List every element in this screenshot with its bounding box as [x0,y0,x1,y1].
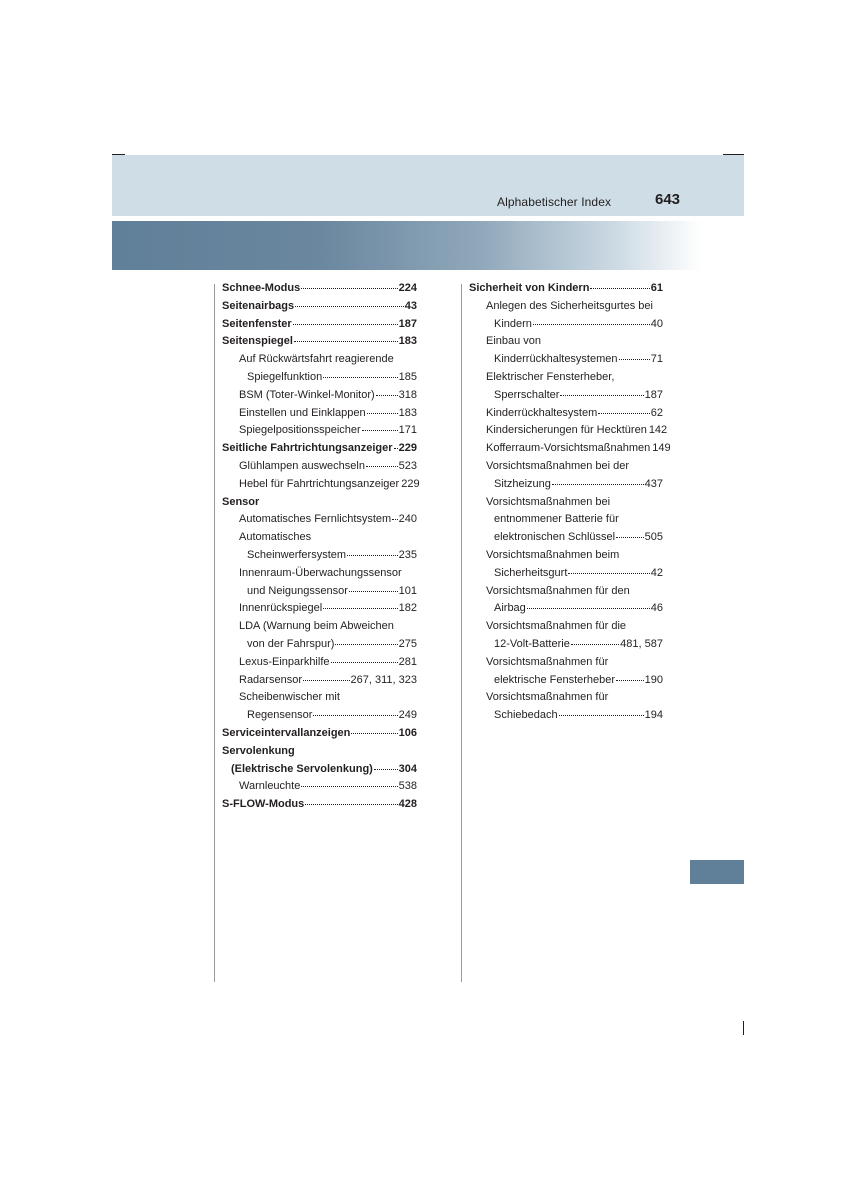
dot-leader [295,297,404,307]
index-entry-label: Kofferraum-Vorsichtsmaßnahmen [486,442,651,455]
index-entry-page[interactable]: 240 [398,513,417,526]
index-entry [469,600,663,618]
index-entry-page[interactable]: 42 [650,566,663,579]
index-entry-label: Innenrückspiegel [239,602,323,615]
index-entry [469,405,663,423]
dot-leader [303,671,350,681]
index-entry-label: Spiegelpositionsspeicher [239,424,361,437]
index-entry [222,405,417,423]
index-entry-page[interactable]: 267, 311, 323 [350,673,417,686]
index-entry-page[interactable]: 40 [650,317,663,330]
index-entry-page[interactable]: 318 [398,388,417,401]
index-entry-label: Seitenairbags [222,299,295,312]
index-entry-page[interactable]: 171 [398,424,417,437]
index-entry-page[interactable]: 71 [650,353,663,366]
index-entry-label: Glühlampen auswechseln [239,459,365,472]
index-entry-page[interactable]: 235 [398,548,417,561]
index-entry-label: Scheinwerfersystem [247,548,347,561]
index-entry-page[interactable]: 249 [398,709,417,722]
dot-leader [568,564,649,574]
index-entry-page[interactable]: 194 [644,709,663,722]
index-entry-page[interactable]: 538 [398,780,417,793]
dot-leader [619,350,650,360]
index-entry [469,351,663,369]
index-entry-label: Vorsichtsmaßnahmen beim [486,548,620,561]
index-entry [469,298,663,316]
index-entry [222,743,417,761]
index-entry-label: Lexus-Einparkhilfe [239,655,330,668]
index-entry-page[interactable]: 182 [398,602,417,615]
index-entry-page[interactable]: 185 [398,370,417,383]
index-entry [222,725,417,743]
index-entry [469,511,663,529]
index-entry [469,333,663,351]
index-entry-label: Sicherheitsgurt [494,566,568,579]
index-entry [222,761,417,779]
column-rule-right [461,284,462,982]
index-entry-label: Auf Rückwärtsfahrt reagierende [239,353,394,366]
dot-leader [362,421,398,431]
index-entry [469,529,663,547]
index-entry-label: Sensor [222,495,260,508]
index-entry-page[interactable]: 61 [650,282,663,294]
index-entry [222,351,417,369]
index-entry [469,583,663,601]
dot-leader [347,546,398,556]
dot-leader [560,386,643,396]
index-entry-label: elektronischen Schlüssel [494,531,616,544]
index-entry-label: Kinderrückhaltesystem [486,406,598,419]
index-entry-label: Vorsichtsmaßnahmen für die [486,620,627,633]
index-entry [222,636,417,654]
index-entry-label: (Elektrische Servolenkung) [231,762,373,775]
index-entry-page[interactable]: 428 [398,798,417,811]
index-entry-label: Sicherheit von Kindern [469,282,590,294]
index-entry-page[interactable]: 224 [398,282,417,294]
index-entry-label: Kindern [494,317,532,330]
index-entry [222,511,417,529]
index-entry-label: Sperrschalter [494,388,560,401]
index-entry-page[interactable]: 149 [652,442,671,455]
index-entry-label: Innenraum-Überwachungssensor [239,566,402,579]
dot-leader [366,457,398,467]
index-entry-label: von der Fahrspur) [247,637,335,650]
index-entry [222,672,417,690]
dot-leader [598,404,649,414]
dot-leader [376,386,398,396]
index-entry-label: Einbau von [486,335,542,348]
index-entry-page[interactable]: 229 [401,477,420,490]
index-entry [222,689,417,707]
dot-leader [392,510,397,520]
dot-leader [313,706,397,716]
dot-leader [571,635,619,645]
index-entry [222,458,417,476]
index-entry-label: Sitzheizung [494,477,551,490]
index-entry-page[interactable]: 229 [398,442,417,455]
index-column-left [222,280,420,814]
index-entry [222,565,417,583]
index-entry [222,333,417,351]
index-entry-page[interactable]: 101 [398,584,417,597]
index-entry-page[interactable]: 43 [404,299,417,312]
index-entry [469,689,663,707]
index-entry-label: Seitenspiegel [222,335,293,348]
column-rule-left [214,284,215,982]
dot-leader [533,315,650,325]
index-entry [469,565,663,583]
index-entry [222,476,420,494]
index-entry [222,422,417,440]
index-entry-page[interactable]: 62 [650,406,663,419]
index-entry-page[interactable]: 106 [398,726,417,739]
index-entry [222,494,417,512]
index-entry [469,422,668,440]
dot-leader [590,279,649,289]
index-entry-label: Kindersicherungen für Hecktüren [486,424,647,437]
index-entry-page[interactable]: 275 [398,637,417,650]
index-entry [469,654,663,672]
page-number: 643 [655,191,681,208]
index-entry-label: S-FLOW-Modus [222,798,305,811]
dot-leader [323,599,397,609]
dot-leader [559,706,644,716]
index-entry-label: Vorsichtsmaßnahmen für den [486,584,630,597]
index-entry-page[interactable]: 187 [644,388,663,401]
index-entry-label: Anlegen des Sicherheitsgurtes bei [486,299,653,312]
index-entry-label: Serviceintervallanzeigen [222,726,351,739]
index-entry-label: Schnee-Modus [222,282,301,294]
index-entry-page[interactable]: 505 [644,531,663,544]
index-entry-label: Automatisches Fernlichtsystem [239,513,392,526]
dot-leader [301,777,397,787]
dot-leader [301,279,397,289]
index-entry [469,636,663,654]
index-entry-label: Regensensor [247,709,313,722]
index-entry-page[interactable]: 304 [398,762,417,775]
dot-leader [335,635,397,645]
index-entry [222,618,417,636]
index-entry [469,618,663,636]
index-entry-label: Vorsichtsmaßnahmen bei [486,495,611,508]
dot-leader [552,475,644,485]
crop-mark-bottom-right [743,1021,744,1035]
dot-leader [349,582,398,592]
index-entry-page[interactable]: 523 [398,459,417,472]
index-entry [222,796,417,814]
dot-leader [351,724,397,734]
index-column-right [469,280,671,725]
chapter-tab [690,860,744,884]
index-entry [222,547,417,565]
index-entry-page[interactable]: 183 [398,406,417,419]
dot-leader [293,315,398,325]
index-entry-label: LDA (Warnung beim Abweichen [239,620,394,633]
index-entry-label: Airbag [494,602,526,615]
index-entry-label: und Neigungssensor [247,584,348,597]
index-entry [222,600,417,618]
index-entry-label: Schiebedach [494,709,558,722]
index-entry-page[interactable]: 183 [398,335,417,348]
index-entry [469,369,663,387]
index-entry [222,583,417,601]
index-entry [222,316,417,334]
index-entry-page[interactable]: 187 [398,317,417,330]
index-entry [469,387,663,405]
index-entry [469,476,663,494]
dot-leader [323,368,397,378]
index-entry-label: Servolenkung [222,744,295,757]
index-entry-page[interactable]: 437 [644,477,663,490]
index-entry-label: 12-Volt-Batterie [494,637,570,650]
dot-leader [294,332,398,342]
index-entry-label: Kinderrückhaltesystemen [494,353,618,366]
index-entry-label: Seitenfenster [222,317,292,330]
index-entry-label: Spiegelfunktion [247,370,323,383]
index-entry [222,778,417,796]
index-entry-label: Einstellen und Einklappen [239,406,366,419]
index-entry [222,654,417,672]
index-entry [222,280,417,298]
dot-leader [374,760,398,770]
index-entry-page[interactable]: 481, 587 [620,637,663,650]
index-entry-label: Vorsichtsmaßnahmen bei der [486,459,630,472]
index-entry-label: Scheibenwischer mit [239,691,340,704]
dot-leader [305,795,397,805]
index-entry [469,547,663,565]
index-entry [469,672,663,690]
index-entry [222,369,417,387]
index-entry-label: elektrische Fensterheber [494,673,616,686]
index-entry [469,440,671,458]
dot-leader [527,599,650,609]
index-entry [222,529,417,547]
index-entry-page[interactable]: 46 [650,602,663,615]
index-entry [222,440,417,458]
dot-leader [616,671,644,681]
index-entry-label: Seitliche Fahrtrichtungsanzeiger [222,442,393,455]
index-entry-page[interactable]: 281 [398,655,417,668]
dot-leader [367,404,398,414]
dot-leader [331,653,398,663]
index-entry [222,387,417,405]
index-entry [222,298,417,316]
index-entry [469,707,663,725]
index-entry [469,280,663,298]
index-entry-page[interactable]: 190 [644,673,663,686]
index-entry-label: BSM (Toter-Winkel-Monitor) [239,388,375,401]
header-band [112,155,744,216]
index-entry-label: Radarsensor [239,673,302,686]
index-entry [469,494,663,512]
section-title: Alphabetischer Index [497,195,612,209]
index-entry-label: Elektrischer Fensterheber, [486,370,615,383]
index-entry-label: Hebel für Fahrtrichtungsanzeiger [239,477,400,490]
index-entry-label: Warnleuchte [239,780,301,793]
index-entry-page[interactable]: 142 [648,424,668,437]
index-entry [469,458,663,476]
index-entry-label: Vorsichtsmaßnahmen für [486,655,609,668]
dot-leader [394,439,398,449]
gradient-band [112,221,702,270]
index-entry [222,707,417,725]
index-entry-label: Automatisches [239,531,312,544]
dot-leader [616,528,644,538]
index-entry-label: entnommener Batterie für [494,513,619,526]
index-entry [469,316,663,334]
index-entry-label: Vorsichtsmaßnahmen für [486,691,609,704]
